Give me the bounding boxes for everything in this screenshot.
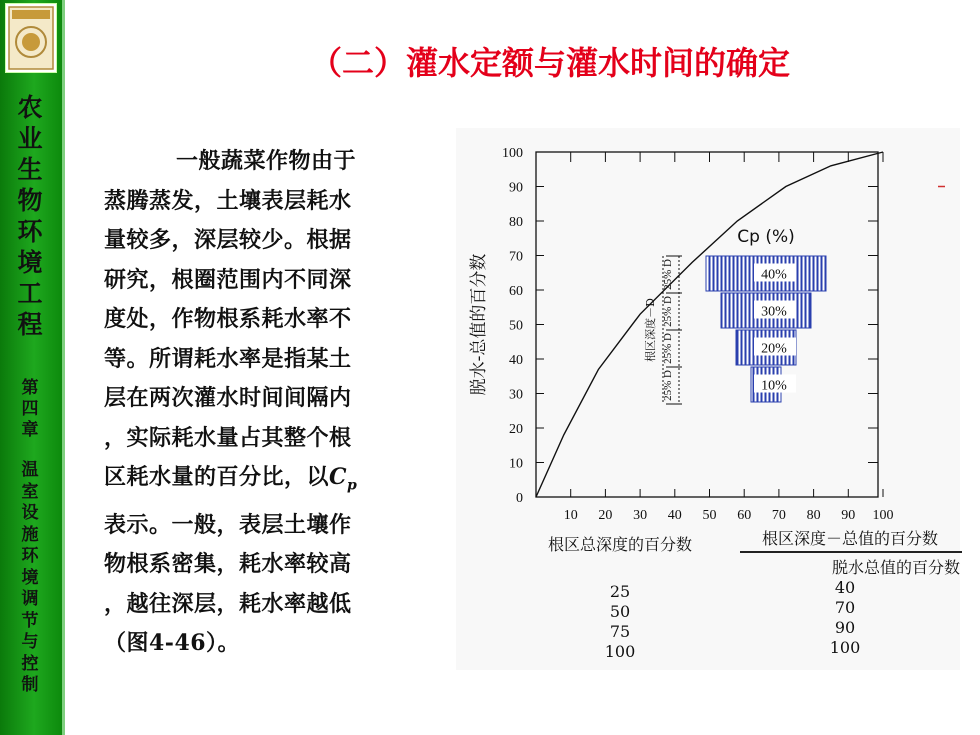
table-col1: [570, 582, 670, 662]
depletion-curve: [536, 152, 883, 497]
y-tick-label: 70: [509, 249, 523, 265]
table-col2-header-bottom: 脱水总值的百分数: [831, 558, 960, 577]
y-tick-label: 50: [509, 318, 523, 334]
course-title-char: 环: [17, 217, 43, 246]
y-tick-label: 40: [509, 353, 523, 368]
y-tick-label: 10: [509, 456, 523, 472]
inset-title: Cp (%): [737, 227, 795, 247]
y-tick-label: 100: [502, 146, 523, 161]
sidebar-divider: [62, 0, 65, 735]
y-tick-label: 0: [516, 491, 523, 506]
x-tick-label: 70: [771, 508, 786, 523]
body-line: ，实际耗水量占其整个根: [104, 424, 352, 451]
depth-segment-label: 25% D: [662, 296, 674, 327]
body-line: 区耗水量的百分比，以$C_p$: [104, 464, 358, 494]
y-tick-label: 30: [509, 387, 523, 403]
x-tick-label: 60: [737, 508, 752, 523]
section-char: 室: [21, 481, 39, 502]
section-char: 温: [21, 460, 39, 480]
symbol-c: $C_p$: [329, 464, 358, 494]
body-line: 度处，作物根系耗水率不: [104, 306, 352, 332]
section-char: 施: [21, 524, 39, 545]
course-title-char: 境: [17, 248, 43, 277]
body-line: ，越往深层，耗水率越低: [104, 590, 352, 617]
x-tick-label: 30: [633, 508, 648, 523]
chapter-char: 章: [21, 420, 39, 440]
section-char: 境: [21, 567, 39, 588]
body-line: （图4-46）。: [104, 630, 241, 657]
x-tick-label: 40: [667, 508, 682, 523]
y-tick-label: 20: [509, 422, 523, 437]
y-tick-label: 60: [509, 284, 523, 299]
course-title: [10, 92, 50, 340]
course-title-char: 程: [17, 310, 43, 339]
section-label: [10, 460, 50, 697]
body-line: 物根系密集，耗水率较高: [104, 551, 352, 578]
body-line: 研究，根圈范围内不同深: [104, 266, 352, 293]
x-tick-label: 80: [806, 508, 821, 523]
table-col2: [795, 578, 895, 658]
section-char: 制: [21, 675, 39, 695]
inset-bar-label: 30%: [761, 304, 787, 320]
section-char: 控: [21, 653, 39, 674]
body-line: 层在两次灌水时间间隔内: [104, 385, 352, 411]
course-title-char: 业: [17, 124, 43, 153]
depth-segment-label: 25% D: [662, 370, 674, 401]
course-title-char: 生: [17, 155, 43, 184]
table-cell-depth: 50: [609, 602, 631, 621]
depth-segment-label: 25% D: [662, 259, 674, 290]
chapter-label: [10, 378, 50, 441]
inset-bar-label: 10%: [761, 378, 787, 394]
depth-axis-label: 根区深度－D: [644, 298, 657, 362]
table-cell-depletion: 90: [834, 618, 856, 637]
section-char: 设: [21, 503, 39, 523]
inset-bar-label: 40%: [761, 267, 787, 283]
section-char: 节: [21, 610, 39, 631]
section-char: 与: [21, 632, 39, 652]
x-tick-label: 10: [563, 508, 578, 523]
y-tick-label: 90: [509, 180, 523, 196]
table-header-rule: [740, 551, 962, 553]
x-tick-label: 100: [872, 508, 894, 523]
course-title-char: 物: [17, 186, 43, 215]
plot-frame: [536, 152, 878, 497]
course-title-char: 工: [17, 279, 43, 308]
section-char: 环: [21, 546, 39, 566]
y-tick-label: 80: [509, 215, 523, 230]
inset-bar-label: 20%: [761, 341, 787, 357]
depth-segment-label: 25% D: [662, 333, 674, 364]
x-tick-label: 90: [841, 508, 856, 523]
body-line: 一般蔬菜作物由于: [176, 148, 357, 174]
table-col2-header-top: 根区深度－总值的百分数: [761, 529, 938, 548]
table-cell-depletion: 100: [829, 638, 861, 657]
symbol-sub: p: [347, 477, 358, 494]
table-col1-header: 根区总深度的百分数: [547, 535, 692, 554]
x-tick-label: 50: [702, 508, 717, 523]
table-cell-depth: 100: [604, 642, 636, 661]
table-cell-depth: 25: [609, 582, 631, 601]
body-line: 蒸腾蒸发，土壤表层耗水: [104, 187, 352, 214]
section-char: 调: [21, 589, 39, 609]
body-line: 等。所谓耗水率是指某土: [104, 345, 352, 372]
slide-title: （二）灌水定额与灌水时间的确定: [309, 44, 790, 82]
sidebar: [0, 0, 62, 735]
table-cell-depletion: 70: [834, 598, 856, 617]
y-axis-label: 脱水-总值的百分数: [469, 253, 489, 396]
chapter-char: 四: [21, 399, 39, 419]
table-cell-depth: 75: [609, 622, 631, 641]
body-text: [104, 142, 424, 664]
table-cell-depletion: 40: [834, 578, 856, 597]
body-line: 量较多，深层较少。根据: [104, 227, 352, 253]
chapter-char: 第: [21, 378, 39, 398]
body-line: 表示。一般，表层土壤作: [104, 511, 352, 538]
course-title-char: 农: [17, 93, 43, 122]
x-tick-label: 20: [598, 508, 613, 523]
